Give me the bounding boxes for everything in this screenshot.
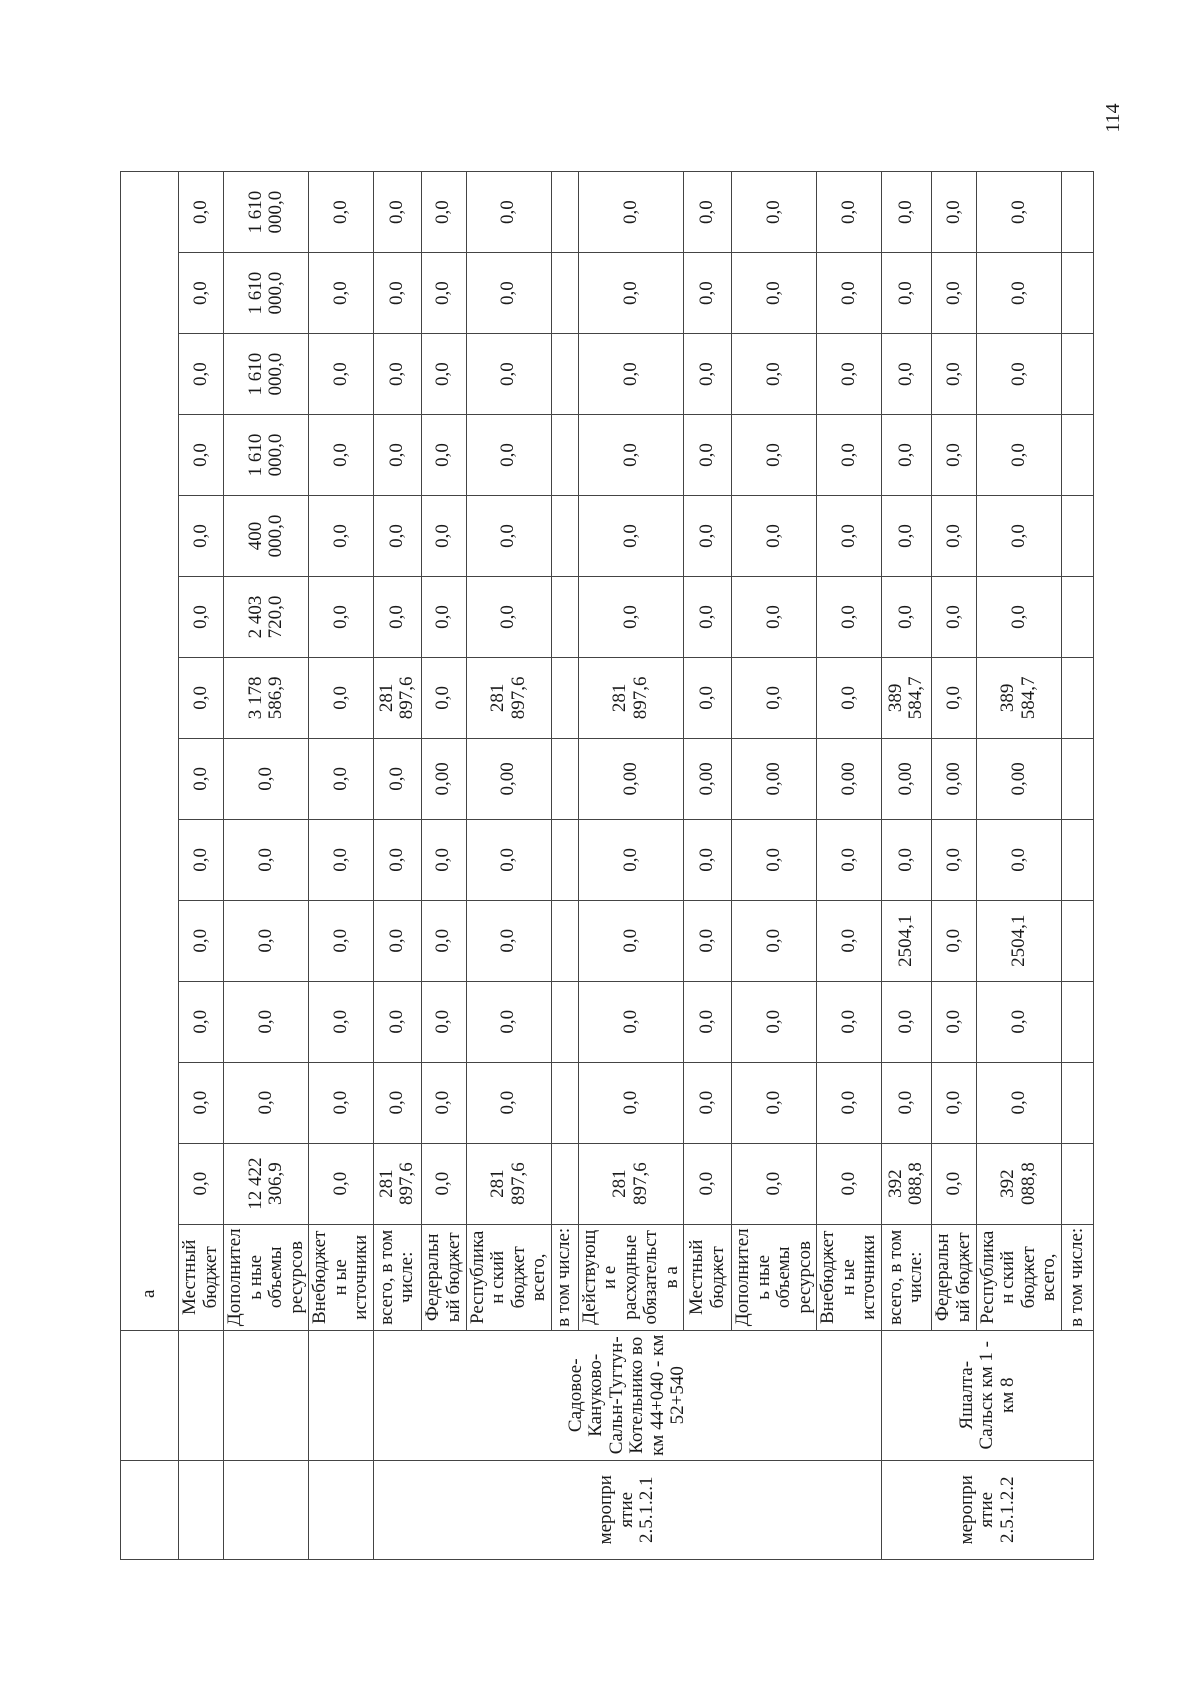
- value-cell: 0,0: [817, 253, 882, 334]
- value-cell: 0,0: [224, 1062, 309, 1143]
- value-cell: [551, 415, 578, 496]
- value-cell: [551, 253, 578, 334]
- value-cell: [1061, 657, 1093, 738]
- value-cell: 0,0: [976, 981, 1061, 1062]
- value-cell: 0,0: [179, 172, 224, 253]
- value-cell: 0,0: [373, 819, 421, 900]
- value-cell: 0,0: [976, 819, 1061, 900]
- value-cell: 0,0: [373, 253, 421, 334]
- value-cell: 0,0: [931, 415, 976, 496]
- value-cell: 0,0: [373, 334, 421, 415]
- funding-source-cell: Федеральный бюджет: [931, 1224, 976, 1330]
- value-cell: 0,0: [309, 1062, 374, 1143]
- value-cell: 0,0: [309, 738, 374, 819]
- value-cell: 0,0: [881, 1062, 931, 1143]
- value-cell: 0,0: [179, 576, 224, 657]
- funding-source-cell: всего, в том числе:: [881, 1224, 931, 1330]
- value-cell: 0,0: [179, 657, 224, 738]
- value-cell: [551, 576, 578, 657]
- funding-source-cell: Внебюджетн ые источники: [309, 1224, 374, 1330]
- value-cell: 0,0: [421, 657, 466, 738]
- value-cell: 0,0: [309, 657, 374, 738]
- value-cell: 0,0: [421, 253, 466, 334]
- value-cell: 0,0: [931, 1062, 976, 1143]
- value-cell: 0,0: [179, 819, 224, 900]
- value-cell: 0,0: [179, 981, 224, 1062]
- value-cell: [1061, 819, 1093, 900]
- value-cell: [551, 172, 578, 253]
- object-name-cell: Садовое-Кануково-Сальн-Тугтун-Котельнико во км 44+040 - км 52+540: [373, 1331, 881, 1461]
- value-cell: 0,0: [732, 657, 817, 738]
- value-cell: 0,0: [309, 415, 374, 496]
- value-cell: 0,0: [684, 981, 732, 1062]
- value-cell: 0,0: [684, 576, 732, 657]
- value-cell: 0,0: [466, 819, 551, 900]
- value-cell: 1 610 000,0: [224, 253, 309, 334]
- value-cell: 0,00: [684, 738, 732, 819]
- value-cell: 0,0: [179, 415, 224, 496]
- value-cell: 0,0: [931, 496, 976, 577]
- value-cell: 1 610 000,0: [224, 172, 309, 253]
- funding-source-cell: Дополнитель ные объемы ресурсов: [732, 1224, 817, 1330]
- value-cell: 0,00: [466, 738, 551, 819]
- value-cell: 0,0: [309, 576, 374, 657]
- value-cell: 281 897,6: [373, 1143, 421, 1224]
- value-cell: 12 422 306,9: [224, 1143, 309, 1224]
- table-row: [881, 91, 931, 1560]
- value-cell: 0,0: [684, 334, 732, 415]
- value-cell: [1061, 334, 1093, 415]
- value-cell: 0,0: [931, 657, 976, 738]
- funding-source-cell: Местный бюджет: [179, 1224, 224, 1330]
- value-cell: 0,0: [684, 415, 732, 496]
- object-name-cell: [179, 1331, 224, 1461]
- value-cell: 389 584,7: [881, 657, 931, 738]
- value-cell: 0,0: [578, 253, 684, 334]
- funding-source-cell: Действующи е расходные обязательств а: [578, 1224, 684, 1330]
- value-cell: [551, 1062, 578, 1143]
- value-cell: 0,0: [466, 334, 551, 415]
- object-name-cell: Яшалта-Сальск км 1 - км 8: [881, 1331, 1093, 1461]
- value-cell: [1061, 981, 1093, 1062]
- value-cell: 0,0: [684, 1143, 732, 1224]
- value-cell: [1061, 172, 1093, 253]
- value-cell: 0,0: [976, 1062, 1061, 1143]
- value-cell: 0,0: [224, 900, 309, 981]
- funding-source-cell: в том числе:: [1061, 1224, 1093, 1330]
- value-cell: 1 610 000,0: [224, 415, 309, 496]
- value-cell: 0,0: [179, 334, 224, 415]
- funding-source-label: а: [121, 172, 179, 1331]
- value-cell: 0,0: [224, 981, 309, 1062]
- value-cell: 0,0: [373, 900, 421, 981]
- value-cell: 0,00: [931, 738, 976, 819]
- value-cell: 0,00: [421, 738, 466, 819]
- value-cell: 0,0: [224, 738, 309, 819]
- value-cell: [551, 819, 578, 900]
- value-cell: 0,0: [881, 253, 931, 334]
- page-number: 114: [1102, 103, 1124, 133]
- value-cell: 0,0: [817, 657, 882, 738]
- value-cell: 0,0: [817, 1143, 882, 1224]
- rotated-page-content: [120, 90, 1088, 1560]
- object-name-cell: [224, 1331, 309, 1461]
- value-cell: 0,0: [732, 496, 817, 577]
- value-cell: 0,0: [578, 1062, 684, 1143]
- table-row: [179, 91, 224, 1560]
- value-cell: 0,0: [931, 172, 976, 253]
- value-cell: [551, 657, 578, 738]
- value-cell: 0,0: [309, 1143, 374, 1224]
- value-cell: 392 088,8: [976, 1143, 1061, 1224]
- value-cell: 0,0: [817, 1062, 882, 1143]
- value-cell: 0,0: [421, 415, 466, 496]
- funding-source-cell: Местный бюджет: [684, 1224, 732, 1330]
- value-cell: 0,0: [421, 334, 466, 415]
- value-cell: 0,0: [732, 1062, 817, 1143]
- value-cell: [551, 738, 578, 819]
- value-cell: 0,0: [224, 819, 309, 900]
- value-cell: 389 584,7: [976, 657, 1061, 738]
- value-cell: 0,00: [732, 738, 817, 819]
- table-row: [309, 91, 374, 1560]
- table-row: [224, 91, 309, 1560]
- value-cell: 0,0: [817, 900, 882, 981]
- funding-source-cell: Республикан ский бюджет всего,: [466, 1224, 551, 1330]
- value-cell: [551, 334, 578, 415]
- value-cell: 0,0: [421, 576, 466, 657]
- value-cell: 0,0: [732, 900, 817, 981]
- value-cell: [1061, 496, 1093, 577]
- value-cell: 0,0: [421, 819, 466, 900]
- funding-source-cell: в том числе:: [551, 1224, 578, 1330]
- value-cell: 0,0: [817, 415, 882, 496]
- value-cell: 0,0: [817, 981, 882, 1062]
- value-cell: 0,0: [373, 981, 421, 1062]
- value-cell: 0,0: [931, 981, 976, 1062]
- value-cell: 0,0: [684, 253, 732, 334]
- value-cell: 0,0: [732, 253, 817, 334]
- value-cell: 0,0: [578, 576, 684, 657]
- value-cell: 0,0: [421, 981, 466, 1062]
- value-cell: 0,0: [309, 496, 374, 577]
- funding-source-cell: Федеральный бюджет: [421, 1224, 466, 1330]
- value-cell: 0,00: [976, 738, 1061, 819]
- value-cell: 0,0: [309, 253, 374, 334]
- value-cell: 0,0: [466, 253, 551, 334]
- value-cell: 0,0: [732, 576, 817, 657]
- value-cell: [1061, 1062, 1093, 1143]
- value-cell: 0,0: [976, 576, 1061, 657]
- value-cell: 0,0: [466, 576, 551, 657]
- value-cell: 0,0: [976, 253, 1061, 334]
- value-cell: 0,0: [373, 496, 421, 577]
- measure-code-cell: [309, 1460, 374, 1559]
- value-cell: 0,0: [881, 172, 931, 253]
- value-cell: 0,0: [881, 334, 931, 415]
- value-cell: 0,0: [179, 253, 224, 334]
- value-cell: [551, 981, 578, 1062]
- value-cell: 2504,1: [881, 900, 931, 981]
- value-cell: 0,00: [578, 738, 684, 819]
- funding-source-cell: Республикан ский бюджет всего,: [976, 1224, 1061, 1330]
- value-cell: 281 897,6: [466, 1143, 551, 1224]
- value-cell: 0,0: [466, 415, 551, 496]
- value-cell: 0,0: [578, 981, 684, 1062]
- value-cell: 0,0: [732, 981, 817, 1062]
- value-cell: 0,0: [421, 496, 466, 577]
- value-cell: 0,0: [684, 1062, 732, 1143]
- value-cell: [1061, 1143, 1093, 1224]
- table-row: [373, 91, 421, 1560]
- value-cell: 0,0: [817, 496, 882, 577]
- value-cell: 0,0: [684, 496, 732, 577]
- value-cell: 281 897,6: [578, 1143, 684, 1224]
- value-cell: 0,0: [373, 172, 421, 253]
- value-cell: [1061, 253, 1093, 334]
- value-cell: 2504,1: [976, 900, 1061, 981]
- value-cell: 0,0: [732, 334, 817, 415]
- value-cell: 0,0: [976, 172, 1061, 253]
- value-cell: 0,0: [179, 1143, 224, 1224]
- object-name-cell: [309, 1331, 374, 1461]
- value-cell: [1061, 576, 1093, 657]
- value-cell: 1 610 000,0: [224, 334, 309, 415]
- value-cell: 0,0: [578, 334, 684, 415]
- value-cell: 0,0: [309, 981, 374, 1062]
- value-cell: 0,0: [881, 576, 931, 657]
- value-cell: 281 897,6: [578, 657, 684, 738]
- value-cell: 0,0: [373, 576, 421, 657]
- value-cell: 0,0: [309, 172, 374, 253]
- value-cell: 0,0: [309, 334, 374, 415]
- value-cell: 0,0: [179, 738, 224, 819]
- value-cell: 0,0: [931, 900, 976, 981]
- value-cell: 0,0: [881, 415, 931, 496]
- value-cell: 0,0: [373, 415, 421, 496]
- value-cell: [551, 900, 578, 981]
- measure-code-cell: [121, 1460, 179, 1559]
- value-cell: 0,0: [466, 496, 551, 577]
- measure-code-cell: [179, 1460, 224, 1559]
- value-cell: [551, 496, 578, 577]
- measure-code-cell: меропри ятие 2.5.1.2.2: [881, 1460, 1093, 1559]
- funding-source-cell: Дополнитель ные объемы ресурсов: [224, 1224, 309, 1330]
- value-cell: 0,0: [179, 496, 224, 577]
- value-cell: 281 897,6: [373, 657, 421, 738]
- value-cell: 0,0: [309, 900, 374, 981]
- value-cell: [1061, 900, 1093, 981]
- measure-code-cell: [224, 1460, 309, 1559]
- value-cell: 0,0: [466, 981, 551, 1062]
- value-cell: 0,0: [684, 657, 732, 738]
- value-cell: 0,0: [817, 819, 882, 900]
- value-cell: 0,0: [976, 496, 1061, 577]
- value-cell: 0,0: [309, 819, 374, 900]
- value-cell: 0,00: [881, 738, 931, 819]
- value-cell: [551, 1143, 578, 1224]
- value-cell: 0,0: [578, 900, 684, 981]
- funding-source-cell: Внебюджетн ые источники: [817, 1224, 882, 1330]
- value-cell: 0,0: [179, 1062, 224, 1143]
- value-cell: 0,0: [684, 819, 732, 900]
- value-cell: 0,0: [881, 496, 931, 577]
- value-cell: 0,0: [421, 1143, 466, 1224]
- value-cell: 392 088,8: [881, 1143, 931, 1224]
- value-cell: 0,0: [466, 172, 551, 253]
- value-cell: 0,0: [931, 1143, 976, 1224]
- value-cell: [1061, 738, 1093, 819]
- object-name-cell: [121, 1331, 179, 1461]
- value-cell: 0,0: [732, 415, 817, 496]
- value-cell: 0,0: [931, 576, 976, 657]
- value-cell: 0,0: [817, 334, 882, 415]
- value-cell: 0,0: [684, 172, 732, 253]
- value-cell: 0,0: [881, 819, 931, 900]
- funding-source-cell: всего, в том числе:: [373, 1224, 421, 1330]
- value-cell: 0,0: [976, 415, 1061, 496]
- value-cell: 0,0: [578, 172, 684, 253]
- measure-code-cell: меропри ятие 2.5.1.2.1: [373, 1460, 881, 1559]
- value-cell: 0,0: [931, 819, 976, 900]
- value-cell: 0,0: [684, 900, 732, 981]
- value-cell: 0,0: [421, 900, 466, 981]
- value-cell: 0,0: [931, 334, 976, 415]
- value-cell: 0,0: [732, 1143, 817, 1224]
- value-cell: 0,0: [881, 981, 931, 1062]
- value-cell: 0,0: [578, 415, 684, 496]
- value-cell: 0,0: [732, 819, 817, 900]
- value-cell: 0,0: [976, 334, 1061, 415]
- value-cell: 0,0: [373, 738, 421, 819]
- value-cell: 0,0: [179, 900, 224, 981]
- value-cell: 3 178 586,9: [224, 657, 309, 738]
- value-cell: 0,0: [373, 1062, 421, 1143]
- value-cell: 0,0: [421, 1062, 466, 1143]
- value-cell: 0,0: [421, 172, 466, 253]
- value-cell: 0,0: [732, 172, 817, 253]
- value-cell: 0,0: [931, 253, 976, 334]
- budget-table: [120, 90, 1094, 1560]
- value-cell: 0,0: [466, 900, 551, 981]
- value-cell: 0,00: [817, 738, 882, 819]
- value-cell: [1061, 415, 1093, 496]
- value-cell: 0,0: [466, 1062, 551, 1143]
- value-cell: 0,0: [817, 576, 882, 657]
- value-cell: 400 000,0: [224, 496, 309, 577]
- value-cell: 281 897,6: [466, 657, 551, 738]
- value-cell: 0,0: [578, 496, 684, 577]
- value-cell: 0,0: [817, 172, 882, 253]
- value-cell: 2 403 720,0: [224, 576, 309, 657]
- value-cell: 0,0: [578, 819, 684, 900]
